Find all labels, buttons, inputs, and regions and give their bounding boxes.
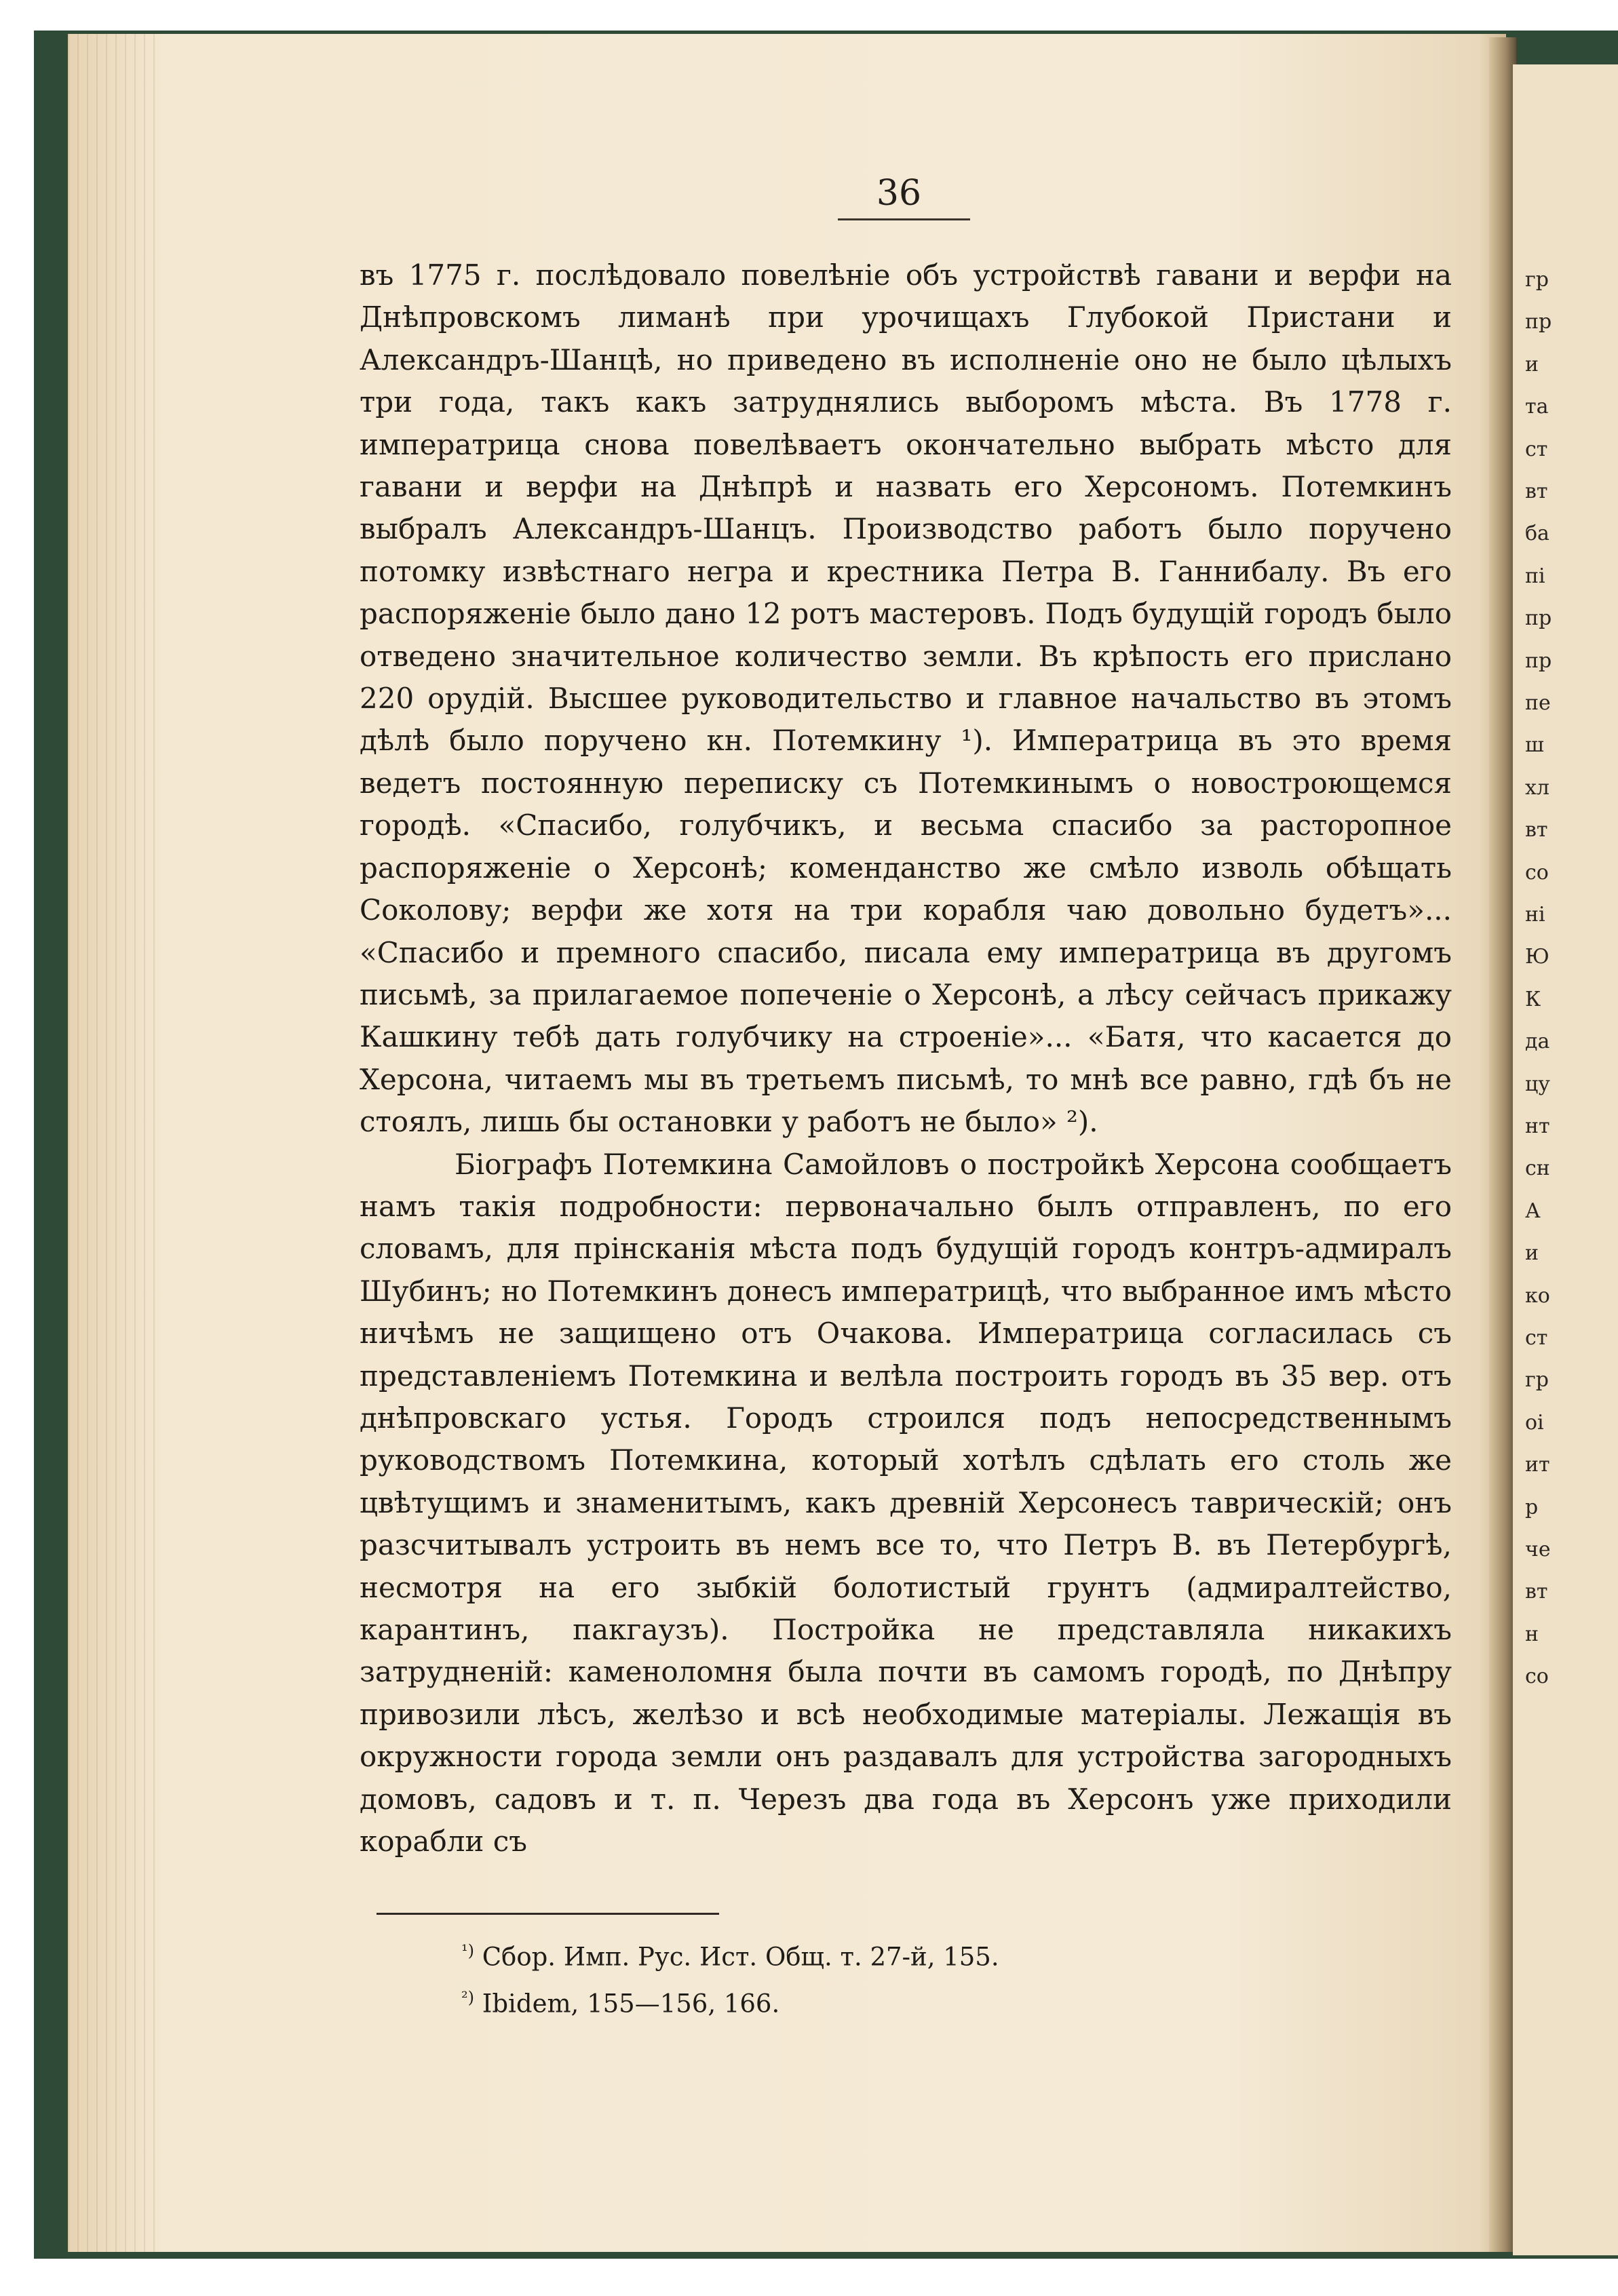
adjacent-page-fragment: цу	[1525, 1072, 1550, 1096]
adjacent-page-fragment: вт	[1525, 818, 1548, 842]
adjacent-page-fragment: Ю	[1525, 945, 1549, 969]
adjacent-page-fragment: р	[1525, 1495, 1539, 1519]
footnote-text: Сбор. Имп. Рус. Ист. Общ. т. 27-й, 155.	[482, 1942, 999, 1972]
adjacent-page-fragment: ит	[1525, 1453, 1550, 1477]
adjacent-page-fragment: и	[1525, 1241, 1539, 1266]
adjacent-page-fragment: ш	[1525, 733, 1544, 758]
adjacent-page-fragment: со	[1525, 860, 1549, 884]
adjacent-page-fragment: че	[1525, 1538, 1551, 1561]
adjacent-page-fragment: ба	[1525, 522, 1549, 546]
bookmark-tab	[37, 44, 54, 64]
footnote-text: Ibidem, 155—156, 166.	[482, 1989, 780, 2019]
page-body-text	[360, 254, 1452, 1863]
adjacent-page-fragment: ко	[1525, 1283, 1550, 1308]
adjacent-page-fragment: хл	[1525, 775, 1549, 800]
adjacent-page-fragment: та	[1525, 395, 1549, 419]
adjacent-page-fragment: гр	[1525, 1368, 1549, 1393]
footnote	[461, 1930, 1343, 1977]
adjacent-page-fragment: вт	[1525, 480, 1548, 503]
page-number-rule	[838, 218, 970, 220]
adjacent-page-fragment: нт	[1525, 1114, 1550, 1138]
adjacent-page-fragment: вт	[1525, 1580, 1548, 1604]
adjacent-page-fragment: оі	[1525, 1410, 1544, 1435]
footnotes	[461, 1930, 1343, 2025]
adjacent-page-fragment: К	[1525, 987, 1541, 1011]
footnote-mark: ¹)	[461, 1941, 474, 1960]
adjacent-page-fragment: и	[1525, 352, 1539, 376]
adjacent-page-fragment: пр	[1525, 648, 1552, 673]
adjacent-page	[1513, 64, 1618, 2255]
paragraph: въ 1775 г. послѣдовало повелѣніе объ устройствѣ гавани и верфи на Днѣпровскомъ лиманѣ при урочищахъ Глубокой Пристани и Александръ-Шанцѣ, но приведено въ исполненіе оно не было цѣлыхъ три года, такъ какъ затруднялись выборомъ мѣста. Въ 1778 г. императрица снова повелѣваетъ окончательно выбрать мѣсто для гавани и верфи на Днѣпрѣ и назвать его Херсономъ. Потемкинъ выбралъ Александръ-Шанцъ. Производство работъ было поручено потомку извѣстнаго негра и крестника Петра В. Ганнибалу. Въ его распоряженіе было дано 12 ротъ мастеровъ. Подъ будущій городъ было отведено значительное количество земли. Въ крѣпость его прислано 220 орудій. Высшее руководительство и главное начальство въ этомъ дѣлѣ было поручено кн. Потемкину ¹). Императрица въ это время ведетъ постоянную переписку съ Потемкинымъ о новостроющемся городѣ. «Спасибо, голубчикъ, и весьма спасибо за расторопное распоряженіе о Херсонѣ; коменданство же смѣло изволь обѣщать Соколову; верфи же хотя на три корабля чаю довольно будетъ»... «Спасибо и премного спасибо, писала ему императрица въ другомъ письмѣ, за прилагаемое попеченіе о Херсонѣ, а лѣсу сейчасъ прикажу Кашкину тебѣ дать голубчику на строеніе»... «Батя, что касается до Херсона, читаемъ мы въ третьемъ письмѣ, то мнѣ все равно, гдѣ бъ не стоялъ, лишь бы остановки у работъ не было» ²).	[360, 258, 1452, 1139]
adjacent-page-fragment: пр	[1525, 310, 1552, 334]
adjacent-page-fragment: А	[1525, 1199, 1541, 1223]
adjacent-page-fragment: пр	[1525, 606, 1552, 631]
adjacent-page-fragment: гр	[1525, 268, 1549, 292]
adjacent-page-fragment: ст	[1525, 437, 1548, 461]
footnote-separator	[377, 1913, 719, 1915]
adjacent-page-fragment: да	[1525, 1030, 1550, 1054]
adjacent-page-fragment: ні	[1525, 903, 1545, 927]
footnote-mark: ²)	[461, 1988, 474, 2008]
book-gutter	[1489, 37, 1516, 2252]
adjacent-page-fragment: н	[1525, 1622, 1539, 1646]
adjacent-page-fragment: пе	[1525, 691, 1551, 715]
page-edge-stack	[68, 34, 163, 2252]
footnote	[461, 1977, 1343, 2024]
page-number: 36	[876, 173, 922, 214]
adjacent-page-fragment: пі	[1525, 564, 1545, 588]
adjacent-page-fragment: ст	[1525, 1326, 1548, 1350]
adjacent-page-fragment: со	[1525, 1665, 1549, 1689]
paragraph: Біографъ Потемкина Самойловъ о постройкѣ Херсона сообщаетъ намъ такія подробности: первоначально былъ отправленъ, по его словамъ, для прінсканія мѣста подъ будущій городъ контръ-адмиралъ Шубинъ; но Потемкинъ донесъ императрицѣ, что выбранное имъ мѣсто ничѣмъ не защищено отъ Очакова. Императрица согласилась съ представленіемъ Потемкина и велѣла построить городъ въ 35 вер. отъ днѣпровскаго устья. Городъ строился подъ непосредственнымъ руководствомъ Потемкина, который хотѣлъ сдѣлать его столь же цвѣтущимъ и знаменитымъ, какъ древній Херсонесъ таврическій; онъ разсчитывалъ устроить въ немъ все то, что Петръ В. въ Петербургѣ, несмотря на его зыбкій болотистый грунтъ (адмиралтейство, карантинъ, пакгаузъ). Постройка не представляла никакихъ затрудненій: каменоломня была почти въ самомъ городѣ, по Днѣпру привозили лѣсъ, желѣзо и всѣ необходимые матеріалы. Лежащія въ окружности города земли онъ раздавалъ для устройства загородныхъ домовъ, садовъ и т. п. Черезъ два года въ Херсонъ уже приходили корабли съ	[360, 1147, 1452, 1859]
adjacent-page-fragment: сн	[1525, 1156, 1550, 1181]
